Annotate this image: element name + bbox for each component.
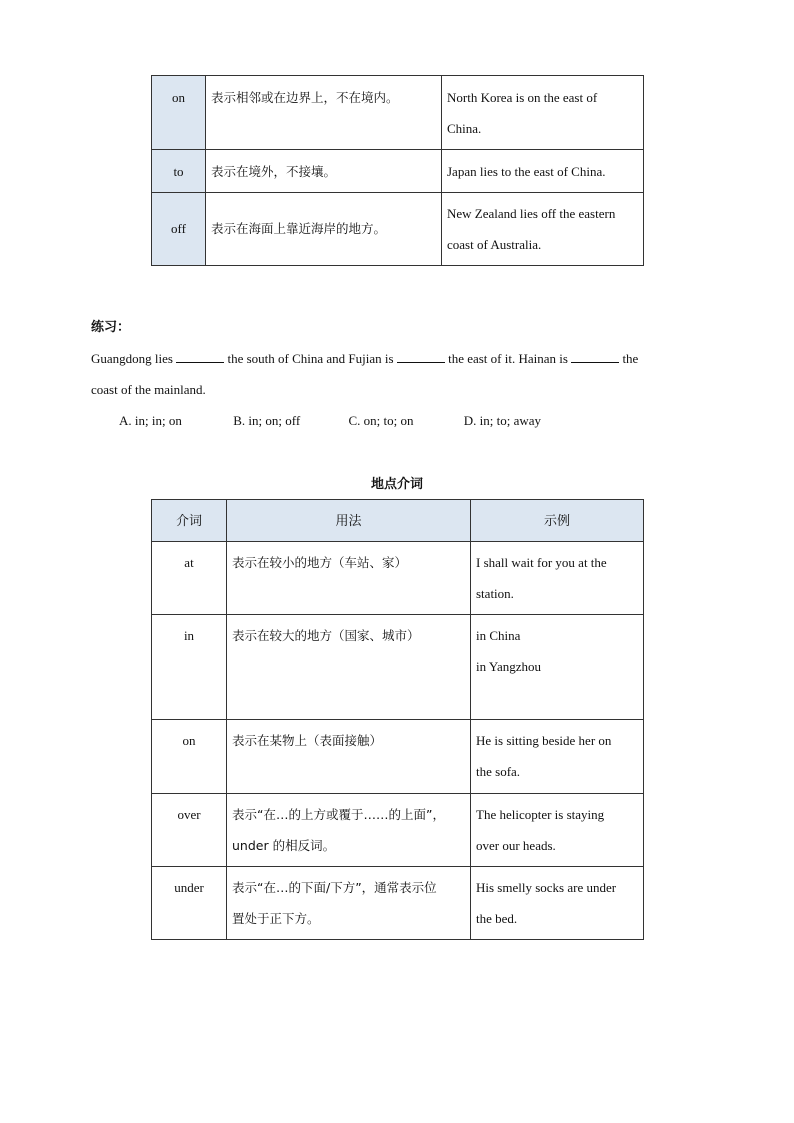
example-line: in Yangzhou [476,659,542,674]
usage-cell [227,542,471,615]
example-cell [442,76,644,150]
answer-blank [571,350,619,363]
example-line: North Korea is on the east of [447,90,598,105]
answer-options [119,405,541,436]
table-row [152,76,644,150]
usage-cell [227,615,471,720]
table-header-row [152,500,644,542]
example-line: station. [476,586,514,601]
prep-cell: at [152,542,227,615]
option-c: C. on; to; on [348,413,414,428]
usage-cell: 表示在海面上靠近海岸的地方。 [206,193,442,266]
option-b: B. in; on; off [233,413,301,428]
usage-cell: 表示在境外，不接壤。 [206,150,442,193]
question-part: the south of China and Fujian is [227,351,394,366]
question-line: coast of the mainland. [91,382,206,397]
answer-blank [176,350,224,363]
usage-cell: 表示相邻或在边界上，不在境内。 [206,76,442,150]
table-row [152,150,644,193]
option-a: A. in; in; on [119,413,182,428]
prep-cell: under [152,867,227,940]
answer-blank [397,350,445,363]
place-prepositions-table [151,499,644,940]
direction-prepositions-table [151,75,644,266]
example-line: The helicopter is staying [476,807,605,822]
usage-line: 表示“在…的下面/下方”，通常表示位 [232,880,437,895]
example-line: coast of Australia. [447,237,542,252]
example-line: in China [476,628,521,643]
exercise-question [91,343,703,405]
example-line: His smelly socks are under [476,880,617,895]
usage-line: 表示在较小的地方（车站、家） [232,555,408,570]
example-line: the sofa. [476,764,521,779]
table-row [152,720,644,794]
table-row [152,615,644,720]
table-row [152,542,644,615]
table-row [152,794,644,867]
prep-cell: on [152,720,227,794]
prep-cell: in [152,615,227,720]
section-title: 地点介词 [370,477,423,492]
prep-cell: to [152,150,206,193]
prep-cell: on [152,76,206,150]
usage-cell [227,867,471,940]
question-part: the [622,351,639,366]
column-header: 介词 [152,500,227,542]
example-cell [471,867,644,940]
example-line: the bed. [476,911,518,926]
example-cell [442,150,644,193]
example-cell [471,794,644,867]
usage-line: under 的相反词。 [232,838,336,853]
table-row [152,867,644,940]
example-line: over our heads. [476,838,556,853]
example-cell [471,720,644,794]
usage-line: 表示在较大的地方（国家、城市） [232,628,420,643]
usage-cell [227,720,471,794]
option-d: D. in; to; away [463,413,542,428]
example-line: China. [447,121,482,136]
example-cell [471,615,644,720]
example-cell [442,193,644,266]
example-line: He is sitting beside her on [476,733,612,748]
usage-line: 置处于正下方。 [232,911,320,926]
question-part: Guangdong lies [91,351,173,366]
example-line: New Zealand lies off the eastern [447,206,616,221]
prep-cell: over [152,794,227,867]
usage-line: 表示在某物上（表面接触） [232,733,383,748]
question-part: the east of it. Hainan is [448,351,568,366]
usage-line: 表示“在…的上方或覆于……的上面”， [232,807,445,822]
column-header: 用法 [227,500,471,542]
prep-cell: off [152,193,206,266]
example-line: I shall wait for you at the [476,555,607,570]
example-line: Japan lies to the east of China. [447,164,606,179]
table-row [152,193,644,266]
example-cell [471,542,644,615]
usage-cell [227,794,471,867]
column-header: 示例 [471,500,644,542]
exercise-title: 练习： [91,320,131,335]
